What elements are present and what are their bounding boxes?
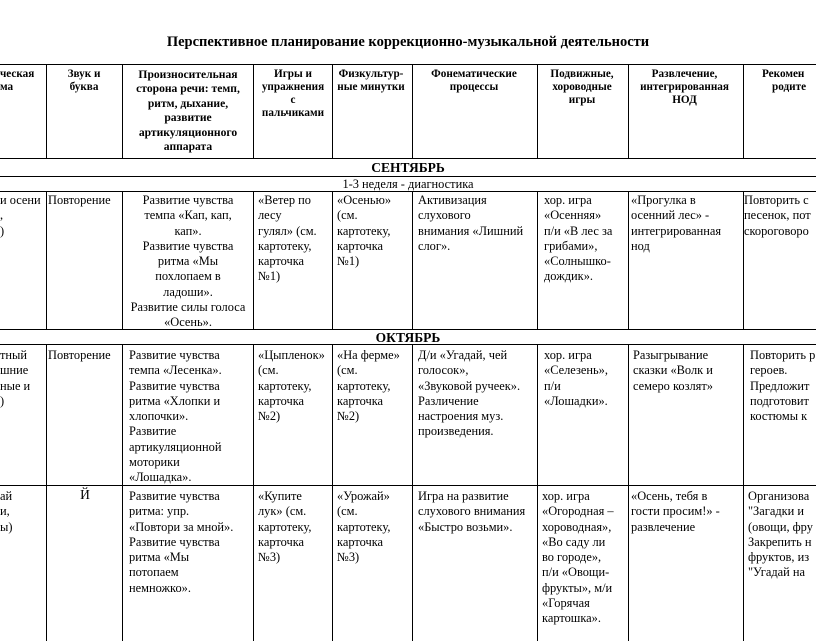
- column-rule: [122, 344, 123, 641]
- row3-phys-minute: «Урожай» (см. картотеку, карточка №3): [337, 489, 391, 565]
- sep-sound: Повторение: [48, 193, 111, 207]
- oct-recommendations: Повторить р героев. Предложит подготовит костюмы к: [750, 348, 816, 424]
- oct-phys-minute: «На ферме» (см. картотеку, карточка №2): [337, 348, 400, 424]
- row3-pronunciation: Развитие чувства ритма: упр. «Повтори за мной». Развитие чувства ритма «Мы потопаем немножко».: [129, 489, 234, 595]
- header-finger-games: Игры и упражнения с пальчиками: [261, 68, 325, 119]
- header-sound-letter: Звук и буква: [67, 68, 101, 93]
- header-phonemic: Фонематические процессы: [431, 68, 517, 93]
- oct-sound: Повторение: [48, 348, 111, 362]
- oct-finger-game: «Цыпленок» (см. картотеку, карточка №2): [258, 348, 325, 424]
- row3-finger-game: «Купите лук» (см. картотеку, карточка №3): [258, 489, 312, 565]
- column-rule: [253, 344, 254, 641]
- header-entertainment: Развлечение, интегрированная НОД: [640, 68, 729, 106]
- sep-pronunciation: Развитие чувства темпа «Кап, кап, кап». Развитие чувства ритма «Мы похлопаем в ладоши». Развитие силы голоса «Осень».: [130, 193, 246, 330]
- header-mobile-games: Подвижные, хороводные игры: [550, 68, 614, 106]
- column-rule: [253, 191, 254, 329]
- oct-entertainment: Разыгрывание сказки «Волк и семеро козлят»: [633, 348, 713, 393]
- column-rule: [412, 344, 413, 641]
- sep-mobile-games: хор. игра «Осенняя» п/и «В лес за грибами», «Солнышко- дождик».: [544, 193, 613, 284]
- row3-recommendations: Организова "Загадки и (овощи, фру Закрепить н фруктов, из "Угадай на: [748, 489, 813, 580]
- column-rule: [46, 64, 47, 158]
- oct-pronunciation: Развитие чувства темпа «Лесенка». Развитие чувства ритма «Хлопки и хлопочки». Развитие артикуляционной моторики «Лошадка».: [129, 348, 222, 485]
- row3-phonemic: Игра на развитие слухового внимания «Быстро возьми».: [418, 489, 526, 534]
- header-recommendations: Рекомен родите: [762, 68, 807, 93]
- row3-sound: Й: [80, 487, 90, 502]
- week-note: 1-3 неделя - диагностика: [342, 177, 474, 191]
- oct-topic: тный шние ные и ): [0, 348, 31, 408]
- row3-topic: ай и, ы): [0, 489, 13, 534]
- header-topic: ческая ма: [0, 68, 35, 93]
- header-pronunciation: Произносительная сторона речи: темп, ритм, дыхание, развитие артикуляционного аппарата: [136, 68, 240, 154]
- sep-recommendations: Повторить с песенок, пот скороговоро: [744, 193, 811, 238]
- column-rule: [122, 64, 123, 158]
- column-rule: [332, 191, 333, 329]
- column-rule: [122, 191, 123, 329]
- header-phys-minutes: Физкультур- ные минутки: [337, 68, 405, 93]
- sep-finger-game: «Ветер по лесу гулял» (см. картотеку, карточка №1): [258, 193, 317, 284]
- oct-phonemic: Д/и «Угадай, чей голосок», «Звуковой ручеек». Различение настроения муз. произведения.: [418, 348, 521, 439]
- column-rule: [628, 191, 629, 329]
- column-rule: [537, 191, 538, 329]
- sep-phonemic: Активизация слухового внимания «Лишний слог».: [418, 193, 524, 253]
- row3-mobile-games: хор. игра «Огородная – хороводная», «Во саду ли во городе», п/и «Овощи- фрукты», м/и «Горячая картошка».: [542, 489, 614, 626]
- sep-phys-minute: «Осенью» (см. картотеку, карточка №1): [337, 193, 392, 269]
- sep-topic: и осени , ): [0, 193, 41, 238]
- column-rule: [743, 344, 744, 641]
- month-label-september: СЕНТЯБРЬ: [371, 160, 445, 175]
- oct-mobile-games: хор. игра «Селезень», п/и «Лошадки».: [544, 348, 608, 408]
- sep-entertainment: «Прогулка в осенний лес» - интегрированная нод: [631, 193, 722, 253]
- row3-entertainment: «Осень, тебя в гости просим!» - развлечение: [631, 489, 720, 534]
- column-rule: [332, 344, 333, 641]
- month-label-october: ОКТЯБРЬ: [375, 330, 441, 345]
- header-bottom-border: [0, 158, 816, 159]
- column-rule: [46, 191, 47, 329]
- page-title: Перспективное планирование коррекционно-музыкальной деятельности: [166, 34, 650, 50]
- column-rule: [46, 344, 47, 641]
- column-rule: [628, 344, 629, 641]
- column-rule: [412, 191, 413, 329]
